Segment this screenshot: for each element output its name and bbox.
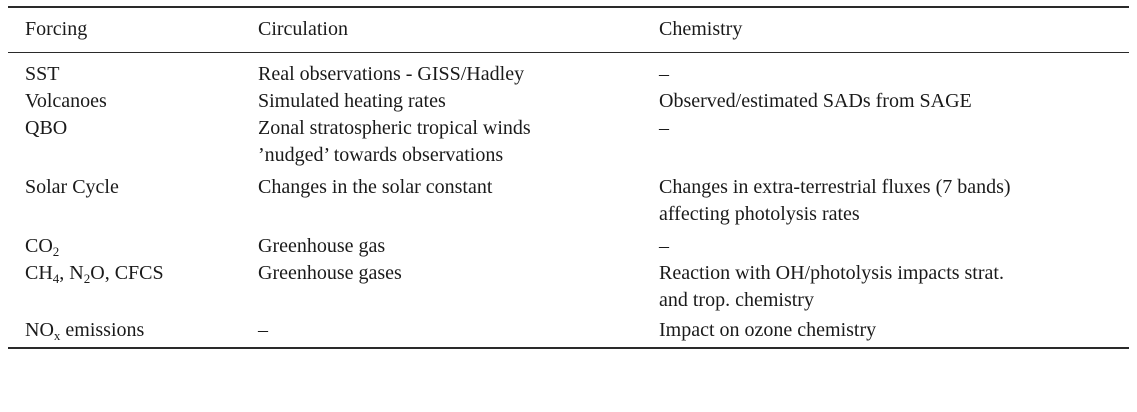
row-nox-circulation: – (258, 319, 268, 341)
table-header-rule (8, 52, 1129, 53)
row-sst-chemistry: – (659, 63, 669, 85)
row-qbo-circulation-line2: ’nudged’ towards observations (258, 144, 504, 166)
co2-text: CO (25, 235, 53, 257)
row-volcanoes-circulation: Simulated heating rates (258, 90, 446, 112)
nox-emissions-text: emissions (60, 319, 145, 341)
table-top-rule (8, 6, 1129, 8)
row-qbo-chemistry: – (659, 117, 669, 139)
row-nox-chemistry: Impact on ozone chemistry (659, 319, 877, 341)
row-qbo-circulation-line1: Zonal stratospheric tropical winds (258, 117, 531, 139)
ch4-subscript: 4 (52, 271, 60, 286)
row-solar-cycle-chemistry-line1: Changes in extra-terrestrial fluxes (7 bands) (659, 176, 1011, 198)
nox-subscript: x (53, 328, 61, 343)
row-co2-chemistry: – (659, 235, 669, 257)
row-co2-circulation: Greenhouse gas (258, 235, 386, 257)
row-ghg-forcing (25, 259, 164, 287)
nox-text: NO (25, 319, 54, 341)
row-sst-circulation: Real observations - GISS/Hadley (258, 63, 525, 85)
header-chemistry: Chemistry (659, 18, 743, 40)
row-ghg-circulation: Greenhouse gases (258, 262, 402, 284)
row-solar-cycle-circulation: Changes in the solar constant (258, 176, 493, 198)
header-circulation: Circulation (258, 18, 348, 40)
row-solar-cycle-chemistry-line2: affecting photolysis rates (659, 203, 860, 225)
n2o-subscript: 2 (83, 271, 91, 286)
row-sst-forcing: SST (25, 63, 60, 85)
row-qbo-forcing: QBO (25, 117, 68, 139)
table-bottom-rule (8, 347, 1129, 349)
row-solar-cycle-forcing: Solar Cycle (25, 176, 119, 198)
header-forcing: Forcing (25, 18, 88, 40)
n2o-text: , N (59, 262, 84, 284)
row-volcanoes-forcing: Volcanoes (25, 90, 107, 112)
row-co2-forcing (25, 232, 59, 260)
row-nox-forcing (25, 316, 144, 344)
ch4-text: CH (25, 262, 53, 284)
co2-subscript: 2 (52, 244, 60, 259)
row-volcanoes-chemistry: Observed/estimated SADs from SAGE (659, 90, 972, 112)
cfcs-text: O, CFCS (90, 262, 164, 284)
row-ghg-chemistry-line1: Reaction with OH/photolysis impacts strat. (659, 262, 1004, 284)
row-ghg-chemistry-line2: and trop. chemistry (659, 289, 814, 311)
